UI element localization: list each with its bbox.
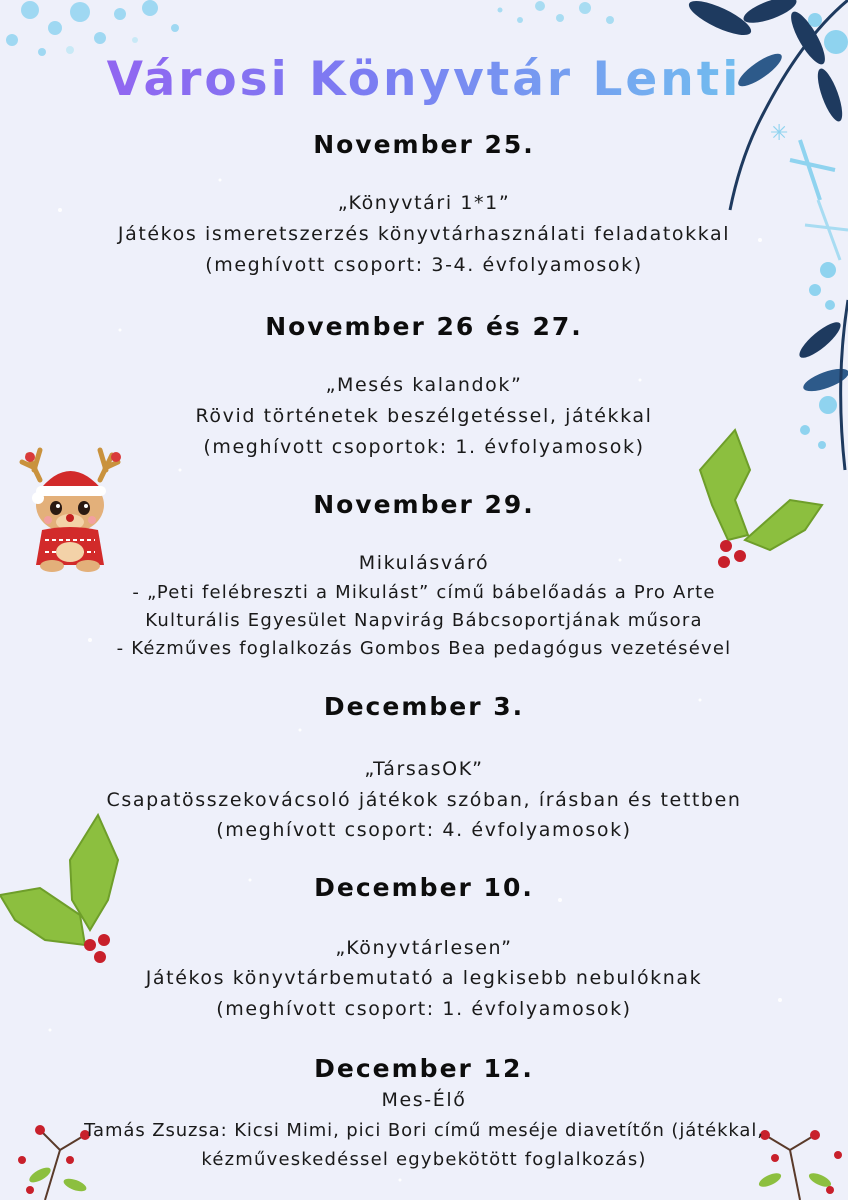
- event-description: Játékos könyvtárbemutató a legkisebb nebulóknak: [145, 967, 703, 989]
- event-title: „TársasOK”: [364, 758, 484, 780]
- page-title: Városi Könyvtár Lenti: [0, 52, 848, 107]
- event-description: kézműveskedéssel egybekötött foglalkozás): [201, 1149, 647, 1170]
- event-title: Mikulásváró: [358, 552, 490, 574]
- event-description: Tamás Zsuzsa: Kicsi Mimi, pici Bori című meséje diavetítőn (játékkal,: [84, 1120, 764, 1141]
- event-description: Csapatösszekovácsoló játékok szóban, írásban és tettben: [106, 789, 742, 811]
- event-audience: (meghívott csoportok: 1. évfolyamosok): [203, 436, 645, 458]
- event-description: Játékos ismeretszerzés könyvtárhasználati feladatokkal: [117, 223, 731, 245]
- event-audience: (meghívott csoport: 3-4. évfolyamosok): [205, 254, 643, 276]
- event-date: November 25.: [313, 130, 535, 159]
- event-audience: (meghívott csoport: 4. évfolyamosok): [216, 819, 632, 841]
- event-date: December 10.: [314, 873, 534, 902]
- event-title: „Könyvtárlesen”: [335, 937, 513, 959]
- top-left-dots: [6, 0, 179, 56]
- event-description: - Kézműves foglalkozás Gombos Bea pedagógus vezetésével: [116, 638, 732, 659]
- svg-text:✳: ✳: [770, 121, 789, 146]
- event-title: „Könyvtári 1*1”: [337, 192, 511, 214]
- top-center-dots: [498, 1, 615, 24]
- event-date: December 12.: [314, 1054, 534, 1083]
- event-title: „Mesés kalandok”: [325, 374, 523, 396]
- event-date: November 26 és 27.: [265, 312, 583, 341]
- event-description: Rövid történetek beszélgetéssel, játékkal: [195, 405, 653, 427]
- event-date: December 3.: [323, 692, 525, 721]
- event-title: Mes-Élő: [381, 1089, 467, 1111]
- event-description: Kulturális Egyesület Napvirág Bábcsoportjának műsora: [145, 610, 703, 631]
- event-date: November 29.: [313, 490, 535, 519]
- event-description: - „Peti felébreszti a Mikulást” című bábelőadás a Pro Arte: [132, 582, 716, 603]
- event-audience: (meghívott csoport: 1. évfolyamosok): [216, 998, 632, 1020]
